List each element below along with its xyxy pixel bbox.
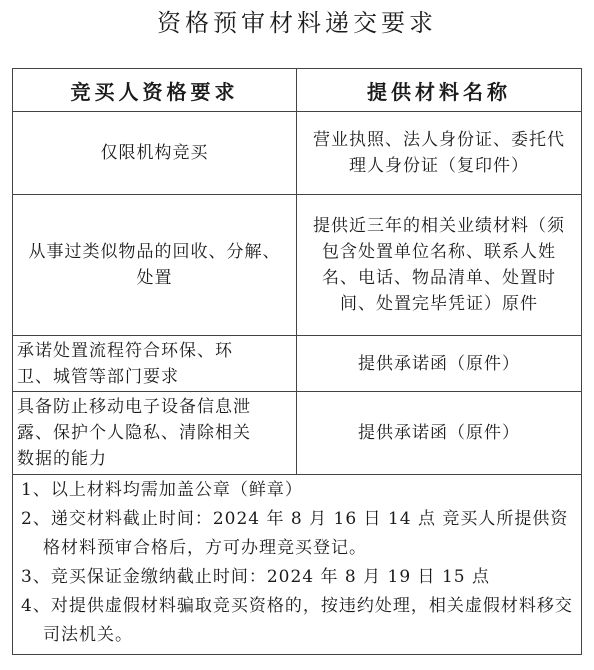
requirement-text: 仅限机构竞买 <box>100 143 209 163</box>
table-row <box>13 195 582 336</box>
materials-cell <box>297 392 582 475</box>
requirement-cell <box>13 195 297 336</box>
requirement-text: 从事过类似物品的回收、分解、处置 <box>28 242 281 288</box>
requirement-cell <box>13 392 297 475</box>
materials-text: 营业执照、法人身份证、委托代理人身份证（复印件） <box>313 130 565 176</box>
column-header-materials: 提供材料名称 <box>297 69 582 112</box>
materials-text: 提供近三年的相关业绩材料（须包含处置单位名称、联系人姓名、电话、物品清单、处置时间、处置完毕凭证）原件 <box>313 216 565 314</box>
requirements-table <box>12 68 582 655</box>
note-item: 3、竞买保证金缴纳截止时间：2024 年 8 月 19 日 15 点 <box>21 567 490 587</box>
column-header-requirement: 竞买人资格要求 <box>13 69 297 112</box>
note-item: 2、递交材料截止时间：2024 年 8 月 16 日 14 点 竞买人所提供资格材料预审合格后，方可办理竞买登记。 <box>21 509 569 558</box>
page-title: 资格预审材料递交要求 <box>157 9 437 37</box>
materials-text: 提供承诺函（原件） <box>358 353 520 374</box>
table-header-row <box>13 69 582 112</box>
table-row <box>13 336 582 392</box>
materials-cell <box>297 112 582 195</box>
note-item: 1、以上材料均需加盖公章（鲜章） <box>21 480 303 500</box>
requirement-text: 具备防止移动电子设备信息泄露、保护个人隐私、清除相关数据的能力 <box>17 397 251 469</box>
table-row <box>13 392 582 475</box>
requirement-cell <box>13 336 297 392</box>
notes-row <box>13 475 582 655</box>
materials-cell <box>297 195 582 336</box>
table-row <box>13 112 582 195</box>
requirement-text: 承诺处置流程符合环保、环卫、城管等部门要求 <box>17 340 233 387</box>
note-item: 4、对提供虚假材料骗取竞买资格的，按违约处理，相关虚假材料移交司法机关。 <box>21 596 573 645</box>
requirement-cell <box>13 112 297 195</box>
notes-cell <box>13 475 582 655</box>
materials-text: 提供承诺函（原件） <box>358 423 520 443</box>
materials-cell <box>297 336 582 392</box>
